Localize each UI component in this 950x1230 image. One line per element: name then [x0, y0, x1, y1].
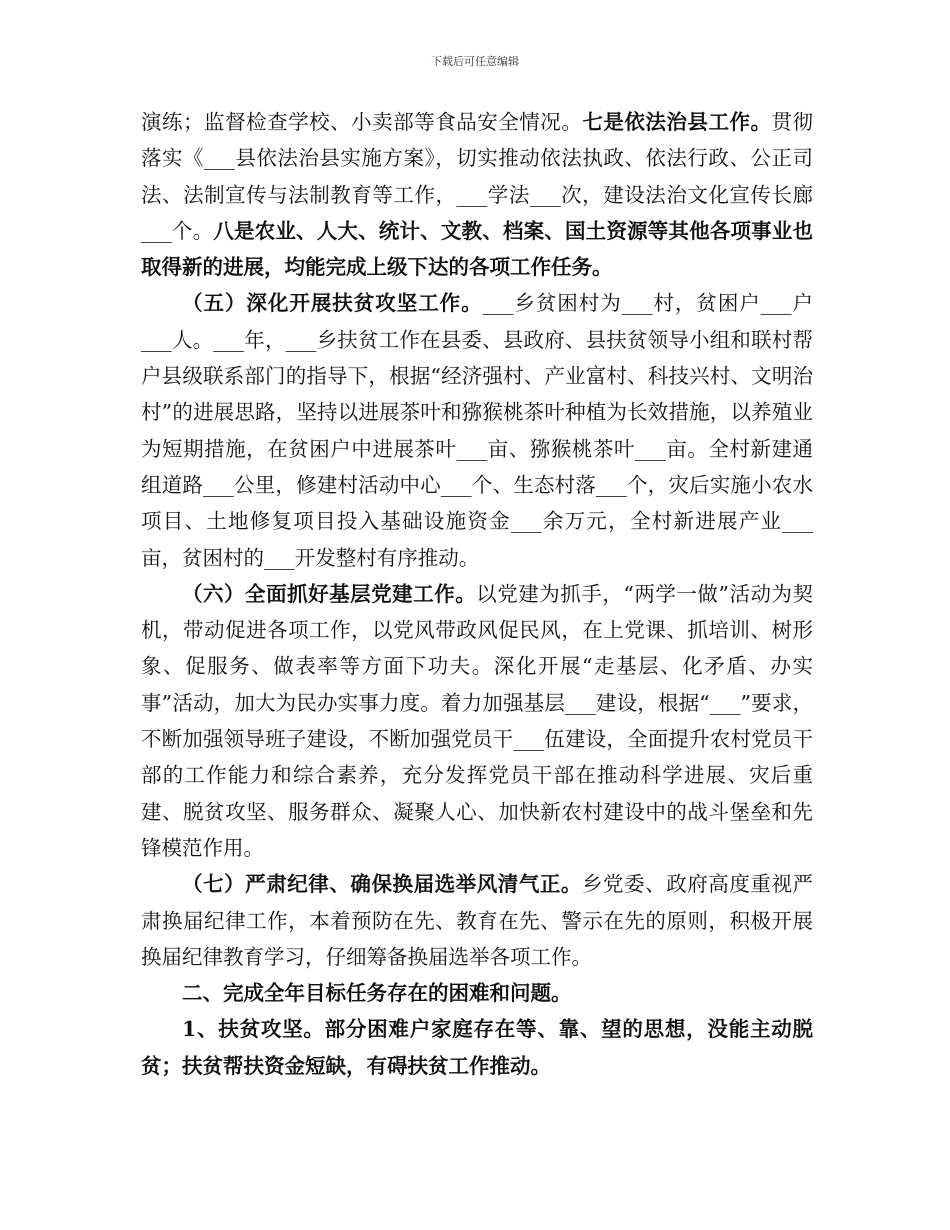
bold-heading-other-affairs: 八是农业、人大、统计、文教、档案、国土资源等其他各项事业也取得新的进展，均能完成上级下达的各项工作任务。 [141, 218, 814, 280]
section-heading-six: （六）全面抓好基层党建工作。 [182, 581, 477, 606]
paragraph-text: 演练；监督检查学校、小卖部等食品安全情况。 [141, 110, 583, 134]
document-body [141, 104, 813, 1084]
paragraph-text: 以党建为抓手，“两学一做”活动为契机，带动促进各项工作，以党风带政风促民风，在上党课、抓培训、树形象、促服务、做表率等方面下功夫。深化开展“走基层、化矛盾、办实事”活动，加大为民办实事力度。着力加强基层___建设，根据“___”要求，不断加强领导班子建设，不断加强党员干___伍建设，全面提升农村党员干部的工作能力和综合素养，充分发挥党员干部在推动科学进展、灾后重建、脱贫攻坚、服务群众、凝聚人心、加快新农村建设中的战斗堡垒和先锋模范作用。 [141, 581, 813, 860]
paragraph-rule-of-law [141, 104, 813, 285]
problem-item-one: 1、扶贫攻坚。部分困难户家庭存在等、靠、望的思想，没能主动脱贫；扶贫帮扶资金短缺，有碍扶贫工作推动。 [141, 1017, 813, 1078]
page-header-note: 下载后可任意编辑 [431, 55, 519, 68]
paragraph-text: 乡党委、政府高度重视严肃换届纪律工作，本着预防在先、教育在先、警示在先的原则，积极开展换届纪律教育学习，仔细筹备换届选举各项工作。 [141, 872, 814, 969]
paragraph-election-discipline [141, 866, 813, 975]
section-heading-five: （五）深化开展扶贫攻坚工作。 [182, 291, 483, 316]
section-heading-problems [141, 975, 813, 1011]
section-heading-seven: （七）严肃纪律、确保换届选举风清气正。 [182, 872, 582, 897]
paragraph-text: 贯彻落实《___县依法治县实施方案》，切实推动依法执政、依法行政、公正司法、法制宣传与法制教育等工作，___学法___次，建设法治文化宣传长廊___个。 [141, 110, 814, 243]
bold-heading-rule-of-law: 七是依法治县工作。 [582, 110, 772, 134]
paragraph-party-building [141, 576, 813, 866]
paragraph-poverty-alleviation [141, 285, 813, 575]
paragraph-problem-poverty [141, 1011, 813, 1084]
paragraph-text: ___乡贫困村为___村，贫困户___户___人。___年，___乡扶贫工作在县委、县政府、县扶贫领导小组和联村帮户县级联系部门的指导下，根据“经济强村、产业富村、科技兴村、文明治村”的进展思路，坚持以进展茶叶和猕猴桃茶叶种植为长效措施，以养殖业为短期措施，在贫困户中进展茶叶___亩、猕猴桃茶叶___亩。全村新建通组道路___公里，修建村活动中心___个、生态村落___个，灾后实施小农水项目、土地修复项目投入基础设施资金___余万元，全村新进展产业___亩，贫困村的___开发整村有序推动。 [141, 291, 814, 570]
section-heading-two: 二、完成全年目标任务存在的困难和问题。 [182, 981, 572, 1006]
